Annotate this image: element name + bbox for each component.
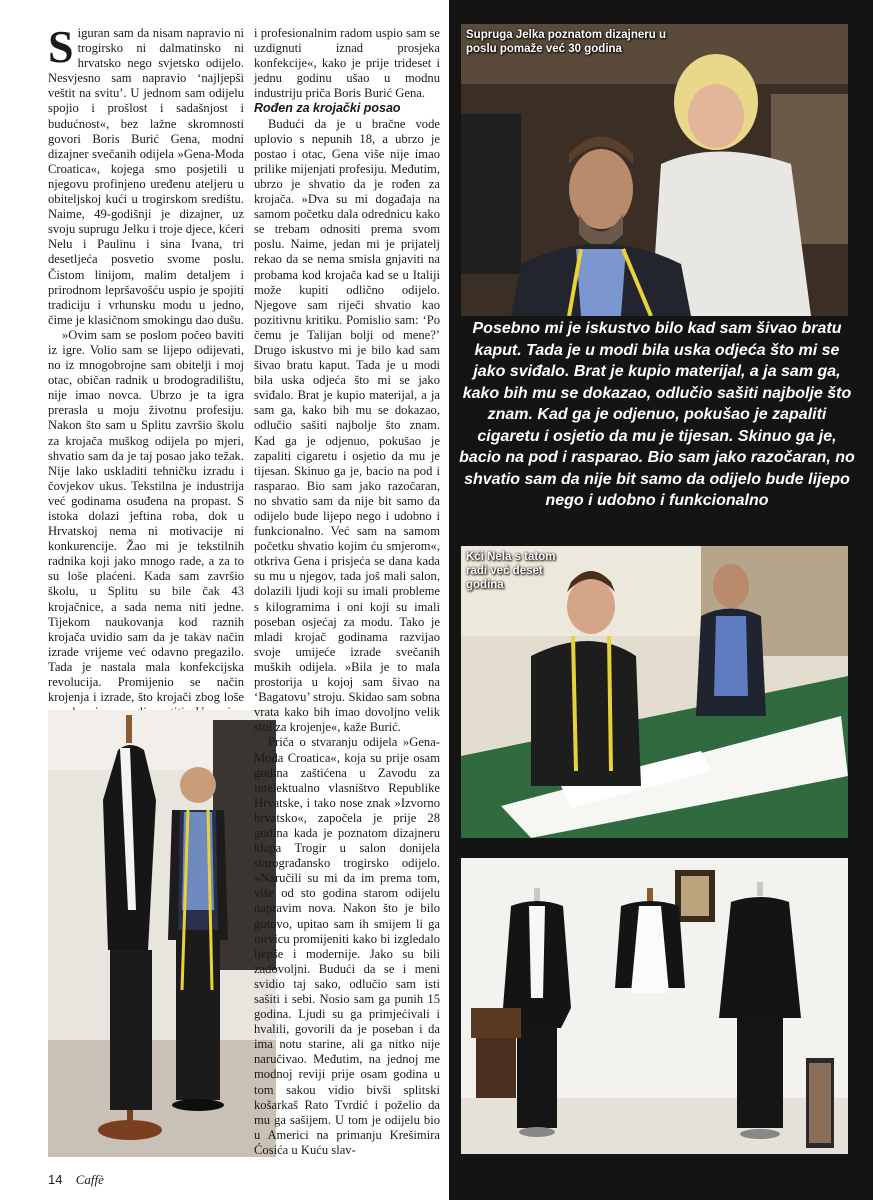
middle-intro: i profesionalnim radom uspio sam se uzdignuti iznad prosjeka konfekcije«, kako je prije trideset i jednu godinu ušao u modnu industriju priča Boris Burić Gena.: [254, 26, 440, 101]
middle-column: [254, 26, 440, 1158]
photo-couple: [461, 24, 848, 316]
section-subheading: Rođen za krojački posao: [254, 101, 401, 116]
left-paragraph-1: iguran sam da nisam napravio ni trogirsko ni dalmatinsko ni hrvatsko nego svjetsko odijelo. Nesvjesno sam napravio ‘najljepši veštit na svitu’. U jednom sam odijelu spojio i prošlost i sadašnjost i budućnost«, bez lažne skromnosti govori Boris Burić Gena, modni dizajner svečanih odijela »Gena-Moda Croatica«, kojega smo posjetili u njegovu profinjeno uređenu ateljeru u obiteljskoj kući u trogirskom središtu. Naime, 49-godišnji je dizajner, uz svoju suprugu Jelku i troje djece, kćeri Nelu i Paulinu i sina Ivana, tri desetljeća posvetio svome poslu. Čistom linijom, malim detaljem i prirodnom lepršavošću uspio je spojiti tradiciju i vrhunsku modu u jedno, čime je klasičnom smokingu dao dušu.: [48, 26, 244, 327]
magazine-name: Caffè: [75, 1172, 104, 1187]
page-footer: [48, 1172, 104, 1188]
photo-three-suits: [461, 858, 848, 1154]
caption-couple: Supruga Jelka poznatom dizajneru u poslu pomaže već 30 godina: [466, 29, 667, 55]
page-number: 14: [48, 1172, 63, 1187]
left-paragraph-2: »Ovim sam se poslom počeo baviti iz igre. Volio sam se lijepo odijevati, no iz mnogobrojne sam obitelji i moj otac, običan radnik u brodogradilištu, nije imao novca. Ubrzo je ta igra prerasla u moju životnu profesiju. Nakon što sam u Splitu završio školu za krojača muškog odijela po mjeri, shvatio sam da je taj posao jako težak. Nije lako uskladiti tehničku izradu i čovjekov ukus. Tekstilna je industrija već godinama osuđena na propast. S istoka dolazi jeftina roba, dok u Hrvatskoj nema ni motivacije ni konkurencije. Žao mi je tekstilnih radnika koji jako mnogo rade, a za to su loše plaćeni. Kada sam završio školu, u Splitu su bile čak 43 krojačnice, a sada nema niti jedne. Tijekom naukovanja kod raznih krojača uvidio sam da je takav način izrade vrijeme već odavno pregazilo. Tada je nastala mala konfekcijska revolucija. Promijenio se način krojenja i izrade, što krojači zbog loše: [48, 327, 244, 705]
left-column: [48, 21, 244, 735]
middle-paragraph-2: Priča o stvaranju odijela »Gena-Moda Croatica«, koja su prije osam godina zaštićena u Zavodu za intelektualno vlasništvo Republike Hrvatske, i tako nose znak »Izvorno hrvatsko«, započela je prije 28 godina kada je poznatom dizajneru klapa Trogir u salon donijela starogrаđansko trogirsko odijelo. »Naručili su mi da im prema tom, više od sto godina starom odijelu napravim nova. Nakon što je bilo gotovo, upitao sam ih smijem li ga mrvicu promijeniti kako bi izgledalo ljepše i modernije. Jako su bili zadovoljni. Budući da se i meni svidio taj sako, odlučio sam isti sašiti i sebi. Nosio sam ga punih 15 godina. Ljudi su ga primjećivali i hvalili, govorili da je poseban i da ima notu starine, ali ga nitko nije naručivao. Međutim, na jednoj me modnoj reviji prije osam godina u tom sakou vidio bivši splitski košarkaš Rato Tvrdić i poželio da mu ga sašijem. U tom je odijelu bio u Americi na primanju Krešimira Ćosića u Kuću slav-: [254, 735, 440, 1157]
middle-paragraph-1: Budući da je u bračne vode uplovio s nepunih 18, a ubrzo je postao i otac, Gena više nije imao prilike mijenjati profesiju. Međutim, ubrzo je shvatio da je rođen za krojača. »Dva su mi događaja na samom početku dala odrednicu kako se trebam odnositi prema svom poslu. Naime, jedan mi je prijatelj rekao da se nema smisla gnjaviti na probama kod krojača kad se u Italiji može kupiti odlično odijelo. Njegove sam riječi shvatio kao pozitivnu kritiku. Pomislio sam: ‘Po čemu je Talijan bolji od mene?’ Drugo iskustvo mi je bilo kad sam šivao bratu kaput. Tada je u modi bila uska odjeća što mi se jako sviđalo. Brat je kupio materijal, a ja sam ga, kako bih mu se dokazao, odlučio sašiti najbolje što znam. Kad ga je odjenuo, pokušao je zapaliti cigaretu i osjetio da mu je tijesan. Skinuo ga je, bacio na pod i rasparao. Bio sam jako razočaran, no shvatio sam da nije bit samo da odijelo bude lijepo nego i udobno i funkcionalno. Već sam na samom početku shvatio kojim ću smjerom«, otkriva Gena i prisjeća se dana kada su mu u njegov, tada još mali salon, dolazili ljudi koji su imali probleme s kilogramima i oni koji su imali poseban osjećaj za modu. Tako je mladi krojač godinama razvijao svoje umijeće izrade svečanih muških odijela. »Bila je to mala prostorija u kojoj sam šivao na ‘Bagatovu’ stroju. Skidao sam sobna vrata kako bih imao dovoljno velik stol za krojenje«, kaže Burić.: [254, 116, 440, 735]
pull-quote: Posebno mi je iskustvo bilo kad sam šivao bratu kaput. Tada je u modi bila uska odjeća što mi se jako sviđalo. Brat je kupio materijal, a ja sam ga, kako bih mu se dokazao, odlučio sašiti najbolje što znam. Kad ga je odjenuo, pokušao je zapaliti cigaretu i osjetio da mu je tijesan. Skinuo ga je, bacio na pod i rasparao. Bio sam jako razočaran, no shvatio sam da nije bit samo da odijelo bude lijepo nego i udobno i funkcionalno: [459, 320, 855, 509]
photo-designer-with-suits: [48, 710, 276, 1157]
caption-daughter-and-father: Kći Nela s tatom radi već deset godina: [466, 551, 556, 591]
drop-cap: S: [48, 21, 74, 72]
